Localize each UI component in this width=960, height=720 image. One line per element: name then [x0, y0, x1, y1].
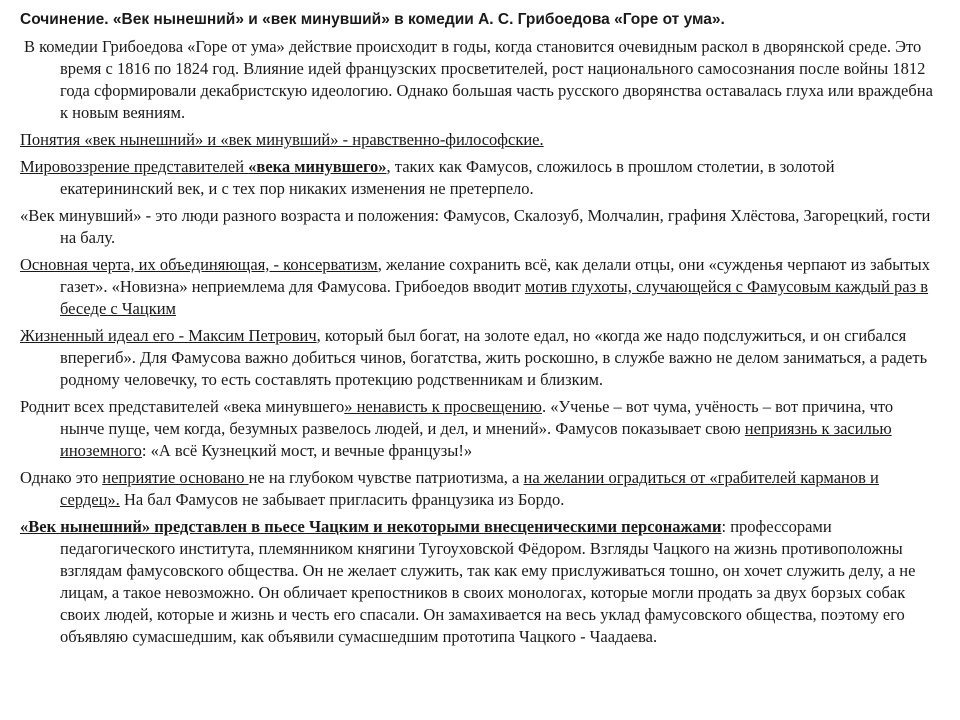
- paragraph-concepts: [20, 129, 938, 151]
- paragraph-intro: В комедии Грибоедова «Горе от ума» действие происходит в годы, когда становится очевидным раскол в дворянской среде. Это время с 1816 по 1824 год. Влияние идей французских просветителей, рост национального самосознания после войны 1812 года сформировали декабристскую идеологию. Однако большая часть русского дворянства оставалась глуха или враждебна к новым веяниям.: [24, 37, 933, 122]
- worldview-rest: , таких как Фамусов, сложилось в прошлом столетии, в золотой екатерининский век, и с тех пор никаких изменения не претерпело.: [60, 157, 835, 198]
- present-century-lead: «Век нынешний» представлен в пьесе Чацким и некоторыми внесценическими персонажами: [20, 517, 722, 536]
- essay-title: Сочинение. «Век нынешний» и «век минувший» в комедии А. С. Грибоедова «Горе от ума».: [20, 11, 725, 28]
- concepts-text: Понятия «век нынешний» и «век минувший» - нравственно-философские.: [20, 130, 544, 149]
- conservatism-rest: , желание сохранить всё, как делали отцы, они «сужденья черпают из забытых газет». «Новизна» неприемлема для Фамусова. Грибоедов вводит: [60, 255, 930, 296]
- desire-to-fence: на желании оградиться от «грабителей карманов и сердец».: [60, 468, 879, 509]
- enlightenment-quote: . «Ученье – вот чума, учёность – вот причина, что нынче пуще, чем когда, безумных развелось людей, и дел, и мнений». Фамусов показывает свою: [60, 397, 894, 438]
- paragraph-present-century: [20, 516, 938, 648]
- paragraph-patriotism: [20, 467, 938, 511]
- patriotism-mid: не на глубоком чувстве патриотизма, а: [248, 468, 524, 487]
- present-century-rest: : профессорами педагогического института, племянником княгини Тугоуховской Фёдором. Взгляды Чацкого на жизнь противоположны взглядам фамусовского общества. Он не желает служить, так как ему прислуживаться тошно, он хочет служить делу, а не лицам, а такое невозможно. Он обличает крепостников в своих монологах, которые могли продать за двух борзых собак своих людей, которые и жизнь и честь его спасали. Он замахивается на весь уклад фамусовского общества, поэтому его объявляю сумасшедшим, как объявили сумасшедшим прототипа Чацкого - Чаадаева.: [60, 517, 916, 646]
- paragraph-enlightenment: [20, 396, 938, 462]
- ideal-rest: , который был богат, на золоте едал, но «когда же надо подслужиться, и он сгибался вперегиб». Для Фамусова важно добиться чинов, богатства, жить роскошно, в службе важно не делом заниматься, а радеть родному человечку, то есть составлять протекцию родственникам и близким.: [60, 326, 928, 389]
- past-century-term: «века минувшего»: [248, 157, 387, 176]
- patriotism-rest: На бал Фамусов не забывает пригласить французика из Бордо.: [119, 490, 565, 509]
- hatred-of-enlightenment: » ненависть к просвещению: [344, 397, 542, 416]
- foreign-quote: : «А всё Кузнецкий мост, и вечные французы!»: [141, 441, 473, 460]
- paragraph-past-people: «Век минувший» - это люди разного возраста и положения: Фамусов, Скалозуб, Молчалин, графиня Хлёстова, Загорецкий, гости на балу.: [20, 206, 931, 247]
- conservatism-lead: Основная черта, их объединяющая, - консерватизм: [20, 255, 378, 274]
- paragraph-ideal: [20, 325, 938, 391]
- worldview-lead: Мировоззрение представителей: [20, 157, 249, 176]
- dislike-of-foreign: неприязнь к засилью иноземного: [60, 419, 892, 460]
- paragraph-conservatism: [20, 254, 938, 320]
- patriotism-lead: Однако это: [20, 468, 103, 487]
- rejection-based: неприятие основано: [102, 468, 249, 487]
- ideal-lead: Жизненный идеал его - Максим Петрович: [20, 326, 317, 345]
- deafness-motif: мотив глухоты, случающейся с Фамусовым каждый раз в беседе с Чацким: [60, 277, 929, 318]
- paragraph-worldview: [20, 156, 938, 200]
- enlightenment-lead: Роднит всех представителей «века минувшего: [20, 397, 345, 416]
